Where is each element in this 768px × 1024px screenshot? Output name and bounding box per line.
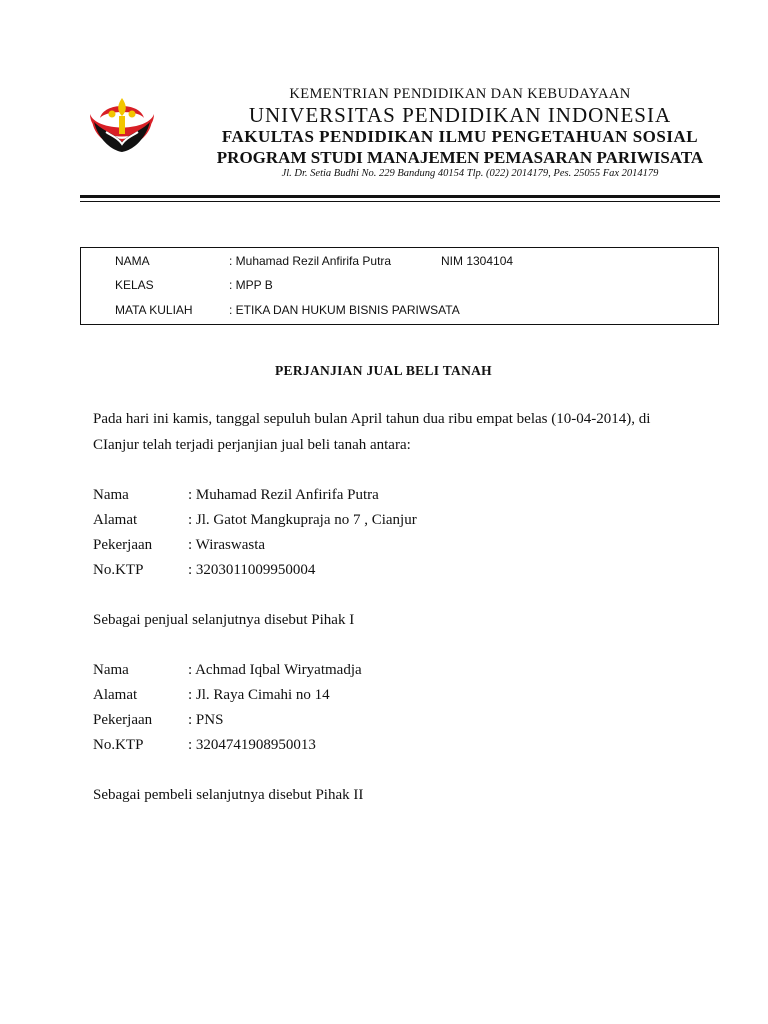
- field-value: : 3203011009950004: [188, 562, 316, 578]
- field-label: Pekerjaan: [93, 537, 153, 553]
- field-label: Alamat: [93, 687, 138, 703]
- identity-row-class: [81, 278, 718, 294]
- field-value: : 3204741908950013: [188, 737, 316, 753]
- intro-paragraph-line: CIanjur telah terjadi perjanjian jual beli tanah antara:: [93, 437, 411, 453]
- party2-name-row: [93, 662, 733, 682]
- letterhead-divider-thick: [80, 195, 720, 198]
- identity-row-course: [81, 303, 718, 319]
- party2-address-row: [93, 687, 733, 707]
- identity-nim: NIM 1304104: [441, 254, 514, 268]
- document-title: PERJANJIAN JUAL BELI TANAH: [275, 363, 492, 378]
- party1-role: Sebagai penjual selanjutnya disebut Pihak I: [93, 612, 355, 628]
- intro-paragraph-line: Pada hari ini kamis, tanggal sepuluh bulan April tahun dua ribu empat belas (10-04-2014), di: [93, 411, 651, 427]
- field-label: No.KTP: [93, 562, 144, 578]
- field-label: Pekerjaan: [93, 712, 153, 728]
- identity-label: NAMA: [115, 254, 150, 268]
- letterhead-faculty: FAKULTAS PENDIDIKAN ILMU PENGETAHUAN SOSIAL: [221, 127, 699, 146]
- field-label: Nama: [93, 487, 129, 503]
- party2-ktp-row: [93, 737, 733, 757]
- field-label: Nama: [93, 662, 129, 678]
- party1-address-row: [93, 512, 733, 532]
- letterhead-address: Jl. Dr. Setia Budhi No. 229 Bandung 40154 Tlp. (022) 2014179, Pes. 25055 Fax 2014179: [281, 168, 659, 179]
- field-value: : Muhamad Rezil Anfirifa Putra: [188, 487, 379, 503]
- party1-name-row: [93, 487, 733, 507]
- identity-value: : MPP B: [229, 278, 273, 292]
- letterhead-program: PROGRAM STUDI MANAJEMEN PEMASARAN PARIWISATA: [216, 148, 704, 167]
- identity-row-name: [81, 254, 718, 270]
- identity-value: : ETIKA DAN HUKUM BISNIS PARIWSATA: [229, 303, 460, 317]
- party2-occupation-row: [93, 712, 733, 732]
- letterhead-divider-thin: [80, 201, 720, 202]
- university-logo-icon: [86, 92, 158, 160]
- letterhead-ministry: KEMENTRIAN PENDIDIKAN DAN KEBUDAYAAN: [289, 86, 631, 102]
- student-identity-box: [80, 247, 719, 325]
- field-value: : PNS: [188, 712, 224, 728]
- field-label: No.KTP: [93, 737, 144, 753]
- field-value: : Jl. Raya Cimahi no 14: [188, 687, 330, 703]
- field-label: Alamat: [93, 512, 138, 528]
- party2-role: Sebagai pembeli selanjutnya disebut Pihak II: [93, 787, 364, 803]
- party1-ktp-row: [93, 562, 733, 582]
- identity-label: MATA KULIAH: [115, 303, 193, 317]
- field-value: : Wiraswasta: [188, 537, 266, 553]
- identity-label: KELAS: [115, 278, 154, 292]
- party1-occupation-row: [93, 537, 733, 557]
- letterhead-university: UNIVERSITAS PENDIDIKAN INDONESIA: [248, 103, 672, 127]
- identity-value: : Muhamad Rezil Anfirifa Putra: [229, 254, 392, 268]
- field-value: : Jl. Gatot Mangkupraja no 7 , Cianjur: [188, 512, 417, 528]
- field-value: : Achmad Iqbal Wiryatmadja: [188, 662, 362, 678]
